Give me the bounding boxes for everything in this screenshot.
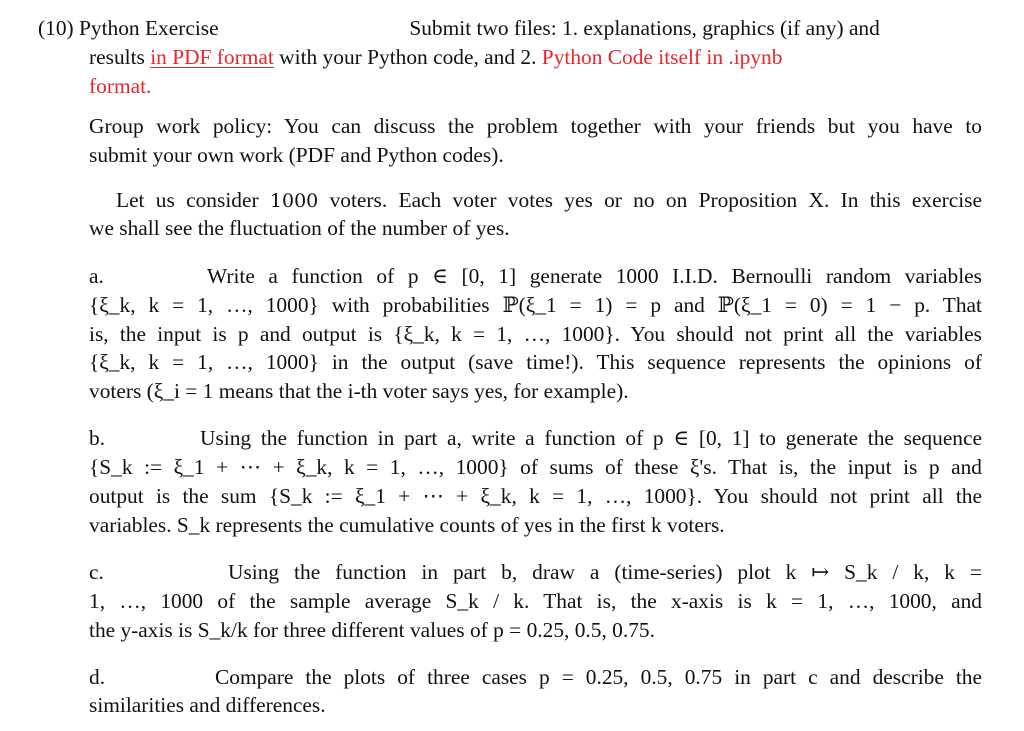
part-c-line-2: 1, …, 1000 of the sample average S_k / k. That is, the x-axis is k = 1, …, 1000, and [89, 589, 982, 613]
part-a-label: a. [89, 264, 104, 288]
part-c-line-3: the y-axis is S_k/k for three different values of p = 0.25, 0.5, 0.75. [89, 618, 655, 642]
part-b-label: b. [89, 426, 106, 450]
ipynb-requirement: Python Code itself in .ipynb [541, 45, 783, 69]
part-b-line-4: variables. S_k represents the cumulative counts of yes in the first k voters. [89, 513, 725, 537]
part-a-line-4: {ξ_k, k = 1, …, 1000} in the output (save time!). This sequence represents the opinions of [89, 350, 982, 374]
part-b-line-2: {S_k := ξ_1 + ⋯ + ξ_k, k = 1, …, 1000} of sums of these ξ's. That is, the input is p and [89, 455, 982, 479]
exercise-number: (10) [38, 16, 74, 40]
part-c-line-1: Using the function in part b, draw a (time-series) plot k ↦ S_k / k, k = [228, 560, 982, 584]
submit-instructions: Submit two files: 1. explanations, graphics (if any) and [409, 16, 880, 40]
voters-count: 1000 [269, 190, 319, 212]
pdf-format-link[interactable]: in PDF format [150, 45, 274, 69]
policy-line-2: submit your own work (PDF and Python codes). [89, 143, 504, 167]
part-c-label: c. [89, 560, 104, 584]
intro-text-b: voters. Each voter votes yes or no on Proposition X. In this exercise [329, 188, 982, 212]
intro-line-2: we shall see the fluctuation of the number of yes. [89, 216, 510, 240]
intro-line-1 [116, 186, 982, 215]
policy-line-1: Group work policy: You can discuss the problem together with your friends but you have to [89, 114, 982, 138]
part-d-line-2: similarities and differences. [89, 693, 326, 717]
exercise-header-line-1 [38, 14, 984, 42]
part-b-line-3: output is the sum {S_k := ξ_1 + ⋯ + ξ_k, k = 1, …, 1000}. You should not print all the [89, 484, 982, 508]
results-mid-text: with your Python code, and 2. [279, 45, 537, 69]
format-text: format. [89, 74, 152, 98]
part-a-line-2: {ξ_k, k = 1, …, 1000} with probabilities ℙ(ξ_1 = 1) = p and ℙ(ξ_1 = 0) = 1 − p. That [89, 293, 982, 317]
exercise-title: Python Exercise [79, 16, 219, 40]
part-a-line-5: voters (ξ_i = 1 means that the i-th voter says yes, for example). [89, 379, 629, 403]
results-text: results [89, 45, 145, 69]
part-a-line-1: Write a function of p ∈ [0, 1] generate 1000 I.I.D. Bernoulli random variables [207, 264, 982, 288]
intro-text-a: Let us consider [116, 188, 259, 212]
exercise-header-line-2 [89, 43, 984, 71]
part-a-line-3: is, the input is p and output is {ξ_k, k = 1, …, 1000}. You should not print all the variables [89, 322, 982, 346]
part-d-line-1: Compare the plots of three cases p = 0.25, 0.5, 0.75 in part c and describe the [215, 665, 982, 689]
part-d-label: d. [89, 665, 106, 689]
part-b-line-1: Using the function in part a, write a function of p ∈ [0, 1] to generate the sequence [200, 426, 982, 450]
